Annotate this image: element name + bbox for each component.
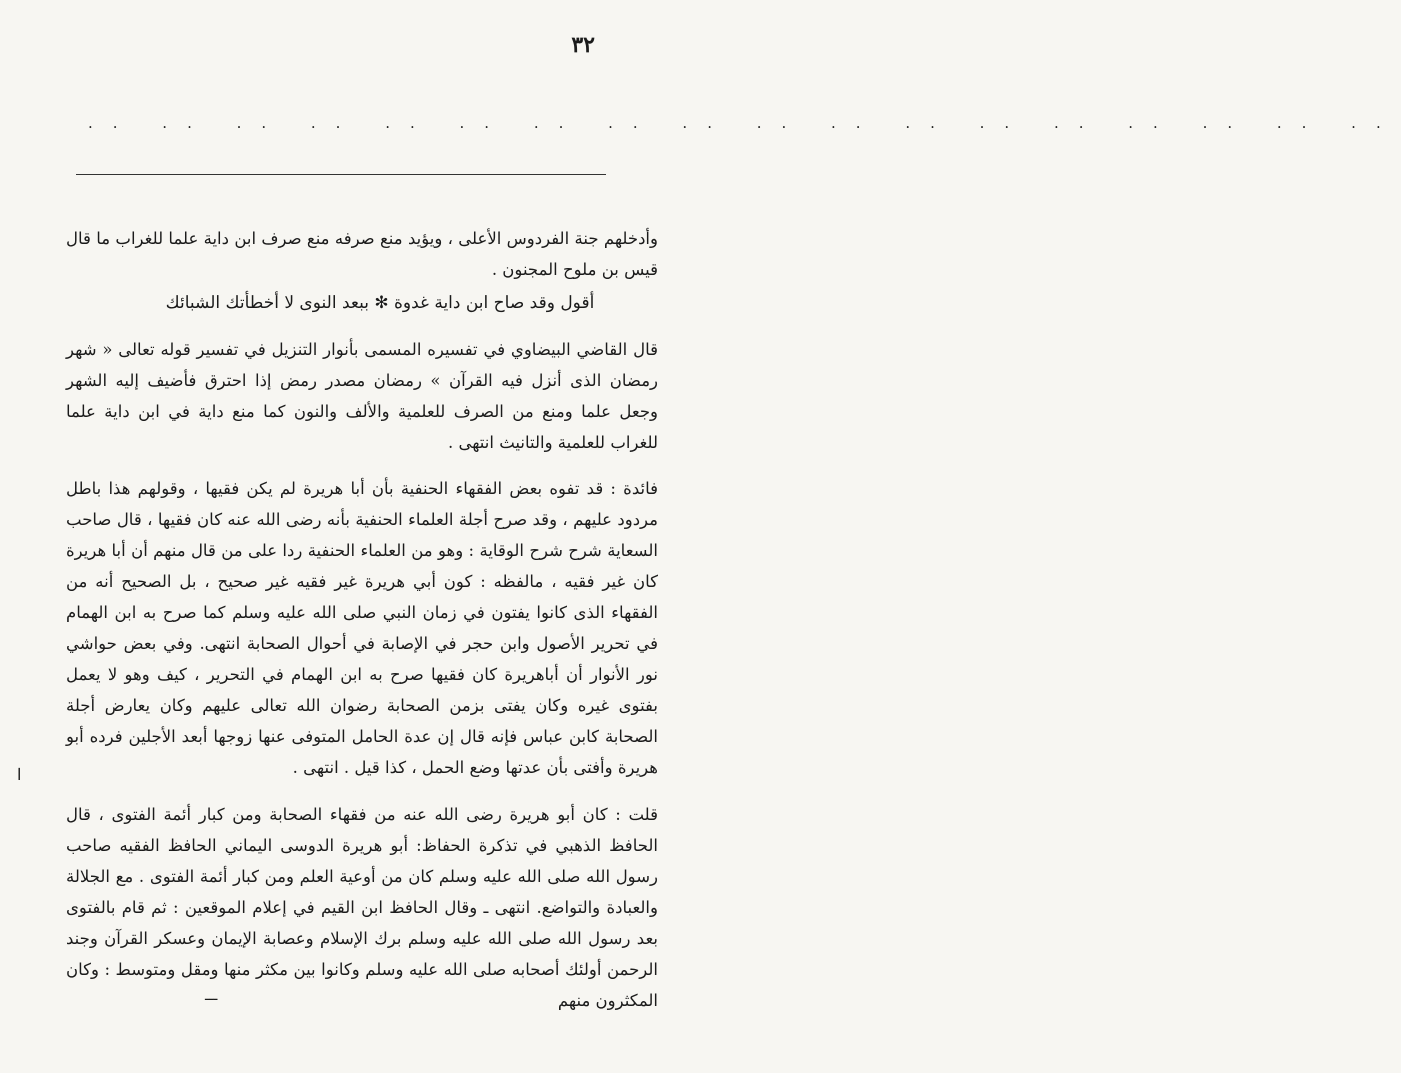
bottom-mark: ـــ bbox=[205, 988, 218, 1004]
paragraph-2: قال القاضي البيضاوي في تفسيره المسمى بأنوار التنزيل في تفسير قوله تعالى « شهر رمضان الذى أنزل فيه القرآن » رمضان مصدر رمض إذا احترق فأضيف إليه الشهر وجعل علما ومنع من الصرف للعلمية والألف والنون كما منع داية في ابن داية علما للغراب للعلمية والتانيث انتهى . bbox=[66, 340, 658, 452]
paragraph-3: فائدة : قد تفوه بعض الفقهاء الحنفية بأن أبا هريرة لم يكن فقيها ، وقولهم هذا باطل مردود عليهم ، وقد صرح أجلة العلماء الحنفية بأنه رضى الله عنه كان فقيها ، قال صاحب السعاية شرح شرح الوقاية : وهو من العلماء الحنفية ردا على من قال منهم أن أبا هريرة كان غير فقيه ، مالفظه : كون أبي هريرة غير فقيه غير صحيح ، بل الصحيح أنه من الفقهاء الذى كانوا يفتون في زمان النبي صلى الله عليه وسلم كما صرح به ابن الهمام في تحرير الأصول وابن حجر في الإصابة في أحوال الصحابة انتهى. وفي بعض حواشي نور الأنوار أن أباهريرة كان فقيها صرح به ابن الهمام في التحرير ، كيف وهو لا يعمل بفتوى غيره وكان يفتى بزمن الصحابة رضوان الله تعالى عليهم وكان يعارض أجلة الصحابة كابن عباس فإنه قال إن عدة الحامل المتوفى عنها زوجها أبعد الأجلين فرده أبو هريرة وأفتى بأن عدتها وضع الحمل ، كذا قيل . انتهى . bbox=[66, 479, 658, 777]
page-number: ٣٢ bbox=[571, 32, 595, 58]
paragraph-4: قلت : كان أبو هريرة رضى الله عنه من فقهاء الصحابة ومن كبار أئمة الفتوى ، قال الحافظ الذهبي في تذكرة الحفاظ: أبو هريرة الدوسى اليماني الحافظ الفقيه صاحب رسول الله صلى الله عليه وسلم كان من أوعية العلم ومن كبار أئمة الفتوى . مع الجلالة والعبادة والتواضع. انتهى ـ وقال الحافظ ابن القيم في إعلام الموقعين : ثم قام بالفتوى بعد رسول الله صلى الله عليه وسلم برك الإسلام وعصابة الإيمان وعسكر القرآن وجند الرحمن أولئك أصحابه صلى الله عليه وسلم وكانوا بين مكثر منها ومقل ومتوسط : وكان المكثرون منهم bbox=[66, 805, 658, 1010]
margin-mark: ا bbox=[17, 765, 22, 784]
dotted-separator: .. .. .. .. .. .. .. .. .. .. .. .. .. .. .. .. .. .. bbox=[88, 114, 1401, 132]
horizontal-rule bbox=[76, 174, 606, 175]
poem-verse: أقول وقد صاح ابن داية غدوة ✻ ببعد النوى لا أخطأتك الشبائك bbox=[165, 293, 595, 313]
paragraph-1: وأدخلهم جنة الفردوس الأعلى ، ويؤيد منع صرفه منع صرف ابن داية علما للغراب ما قال قيس بن ملوح المجنون . bbox=[66, 229, 658, 279]
